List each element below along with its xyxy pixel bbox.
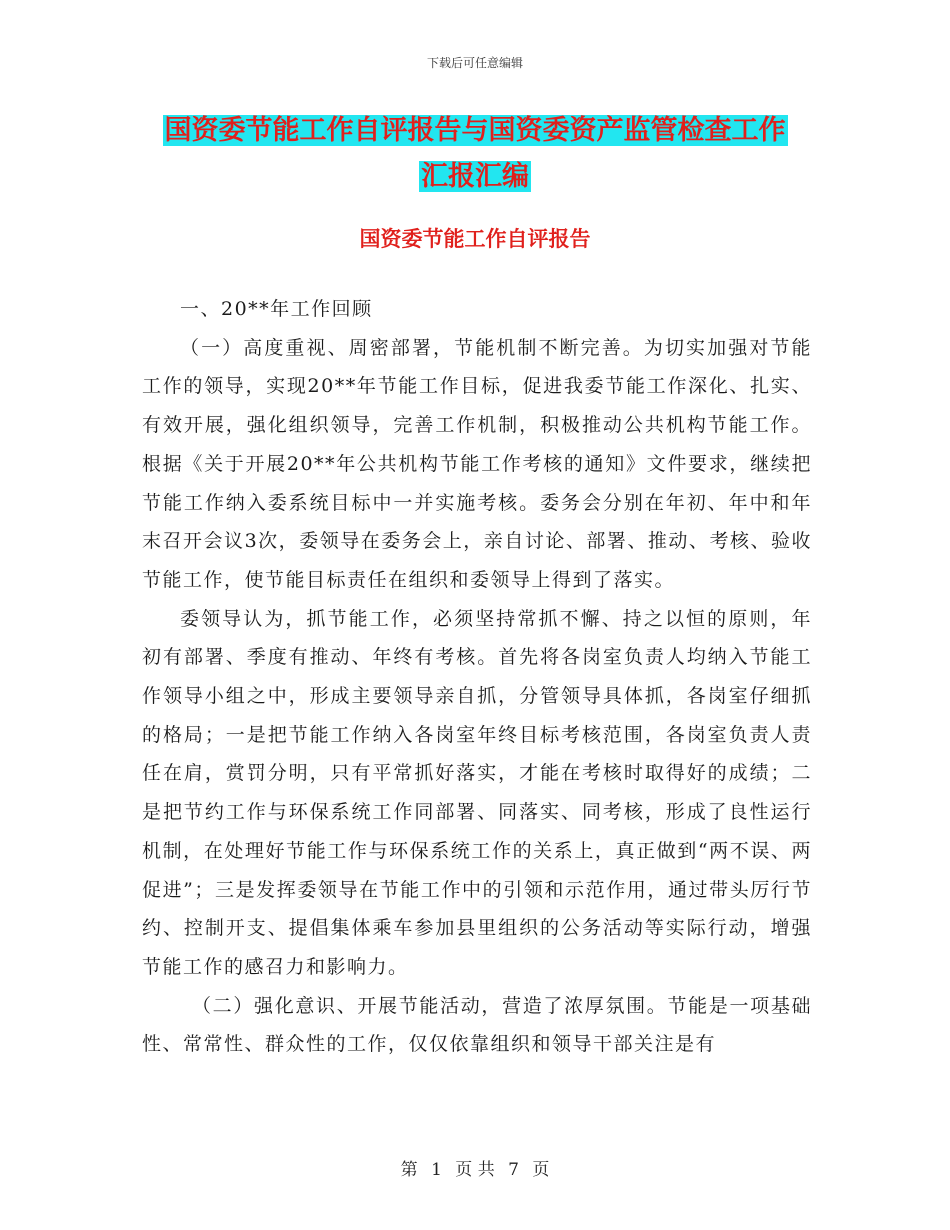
- footer-prefix: 第: [400, 1160, 418, 1180]
- paragraph-2: 委领导认为，抓节能工作，必须坚持常抓不懈、持之以恒的原则，年初有部署、季度有推动、年终有考核。首先将各岗室负责人均纳入节能工作领导小组之中，形成主要领导亲自抓，分管领导具体抓，各岗室仔细抓的格局；一是把节能工作纳入各岗室年终目标考核范围，各岗室负责人责任在肩，赏罚分明，只有平常抓好落实，才能在考核时取得好的成绩；二是把节约工作与环保系统工作同部署、同落实、同考核，形成了良性运行机制，在处理好节能工作与环保系统工作的关系上，真正做到“两不误、两促进”；三是发挥委领导在节能工作中的引领和示范作用，通过带头厉行节约、控制开支、提倡集体乘车参加县里组织的公务活动等实际行动，增强节能工作的感召力和影响力。: [142, 607, 812, 978]
- section-heading: 一、20**年工作回顾: [180, 298, 373, 320]
- document-title: [0, 108, 950, 200]
- page-footer: [0, 1155, 950, 1180]
- paragraph-3: （二）强化意识、开展节能活动，营造了浓厚氛围。节能是一项基础性、常常性、群众性的工作，仅仅依靠组织和领导干部关注是有: [142, 994, 812, 1056]
- footer-mid: 页 共: [455, 1160, 495, 1180]
- title-line-2: 汇报汇编: [421, 161, 529, 192]
- body-text: [142, 290, 812, 1064]
- header-note: 下载后可任意编辑: [426, 56, 523, 70]
- footer-suffix: 页: [532, 1160, 550, 1180]
- page-number: 1: [431, 1160, 442, 1180]
- title-line-1: 国资委节能工作自评报告与国资委资产监管检查工作: [164, 115, 786, 146]
- section-title: 国资委节能工作自评报告: [359, 227, 591, 251]
- paragraph-1: （一）高度重视、周密部署，节能机制不断完善。为切实加强对节能工作的领导，实现20**年节能工作目标，促进我委节能工作深化、扎实、有效开展，强化组织领导，完善工作机制，积极推动公共机构节能工作。根据《关于开展20**年公共机构节能工作考核的通知》文件要求，继续把节能工作纳入委系统目标中一并实施考核。委务会分别在年初、年中和年末召开会议3次，委领导在委务会上，亲自讨论、部署、推动、考核、验收节能工作，使节能目标责任在组织和委领导上得到了落实。: [142, 336, 812, 591]
- page-total: 7: [508, 1160, 519, 1180]
